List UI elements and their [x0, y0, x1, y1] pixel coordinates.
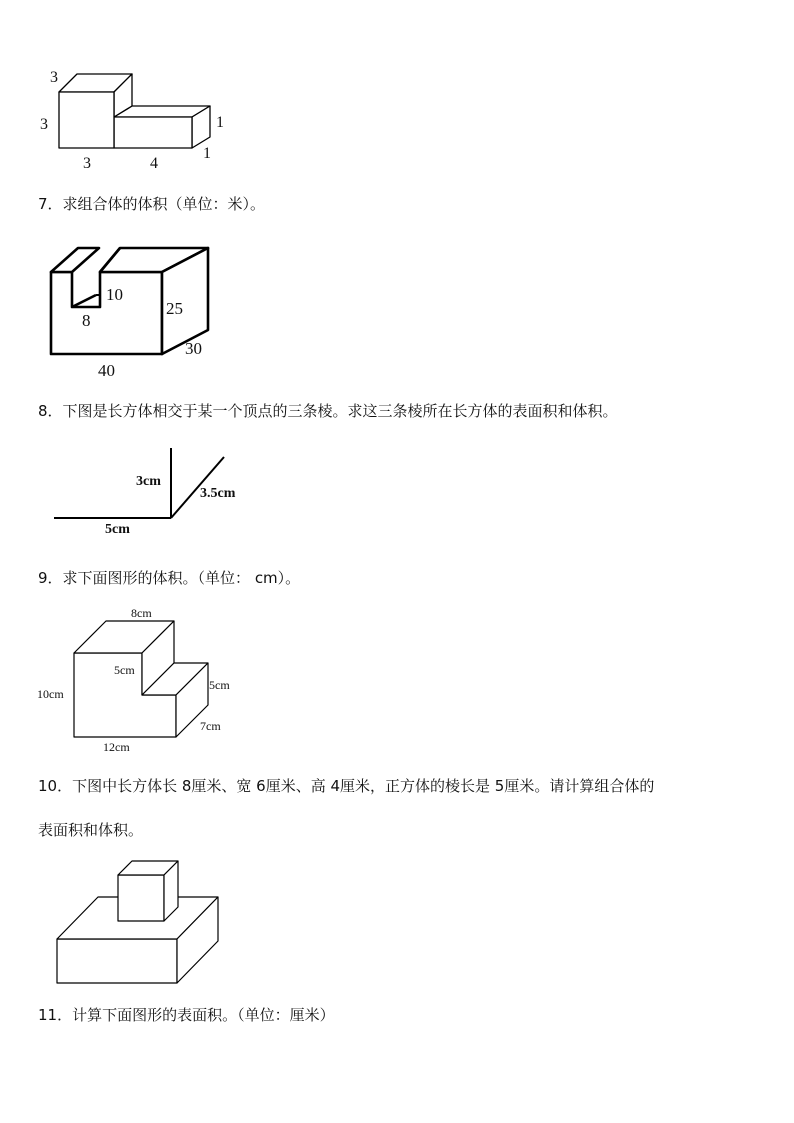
label-bottom-right: 4	[150, 155, 158, 172]
figure-stepped-solid	[35, 605, 255, 760]
label-right-height: 5cm	[209, 678, 230, 692]
figure-three-edges	[50, 445, 260, 540]
label-height: 3cm	[136, 474, 161, 489]
label-width: 3.5cm	[200, 486, 236, 501]
figure-notched-block	[40, 240, 240, 385]
label-notch-width: 8	[82, 311, 91, 330]
figure-l-shaped-solid	[30, 60, 250, 180]
label-top: 3	[50, 69, 58, 86]
label-top: 8cm	[131, 606, 152, 620]
label-length: 12cm	[103, 740, 130, 754]
label-notch-height: 10	[106, 285, 123, 304]
label-height: 25	[166, 299, 183, 318]
label-left: 3	[40, 116, 48, 133]
question-10-line-2: 表面积和体积。	[38, 821, 144, 839]
question-9: 9．求下面图形的体积。（单位： cm）。	[38, 569, 301, 587]
question-7: 7．求组合体的体积（单位：米）。	[38, 195, 266, 213]
question-11: 11．计算下面图形的表面积。（单位：厘米）	[38, 1006, 335, 1024]
figure-cube-on-cuboid	[50, 855, 230, 990]
label-length: 5cm	[105, 522, 130, 537]
label-step-height: 5cm	[114, 663, 135, 677]
question-8: 8．下图是长方体相交于某一个顶点的三条棱。求这三条棱所在长方体的表面积和体积。	[38, 402, 618, 420]
label-right-depth: 1	[203, 145, 211, 162]
label-depth: 7cm	[200, 719, 221, 733]
question-10-line-1: 10．下图中长方体长 8厘米、宽 6厘米、高 4厘米，正方体的棱长是 5厘米。请计算组合体的	[38, 777, 655, 795]
label-length: 40	[98, 361, 115, 380]
label-right-height: 1	[216, 114, 224, 131]
label-bottom-left: 3	[83, 155, 91, 172]
label-height: 10cm	[37, 687, 64, 701]
label-depth: 30	[185, 339, 202, 358]
